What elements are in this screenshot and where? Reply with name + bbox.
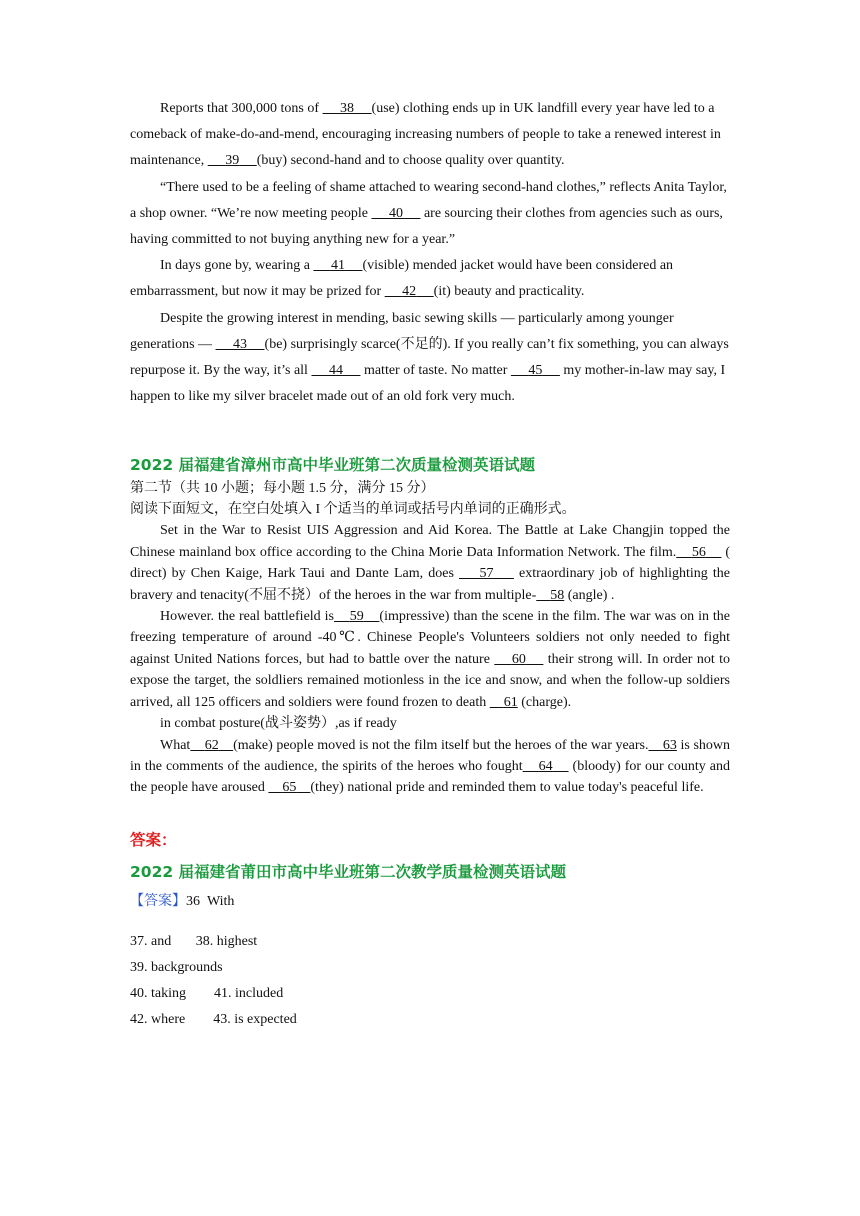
paragraph-4: Despite the growing interest in mending, basic sewing skills — particularly among younger generations — 43 (be) surprisingly scarce(不足的). If you really can’t fix something, you can always repurpose it. By the way, it’s all 44 matter of taste. No matter 45 my mother-in-law may say, I happen to like my silver bracelet made out of an old fork very much. — [130, 310, 729, 405]
answer-row: 37. and 38. highest — [130, 933, 258, 949]
answer-row: 42. where 43. is expected — [130, 1011, 297, 1027]
paragraph-6: However. the real battlefield is 59 (impressive) than the scene in the film. The war was on in the freezing temperature of around -40℃. Chinese People's Volunteers soldiers not only needed to fight against United Nations forces, but had to battle over the nature 60 their strong will. In order not to expose the target, the soldliers remained motionless in the ice and snow, and when the follow-up soldiers arrived, all 125 officers and soldiers were found frozen to death 61 (charge). — [130, 609, 731, 710]
blank-58: 58 — [550, 587, 565, 603]
answer-list — [130, 889, 730, 1033]
blank-45: 45 — [528, 363, 543, 379]
paragraph-8: What 62 (make) people moved is not the film itself but the heroes of the war years. 63 is shown in the comments of the audience, the spirits of the heroes who fought 64 (bloody) for our county and the people have aroused 65 (they) national pride and reminded them to value today's peaceful life. — [130, 737, 730, 796]
blank-42: 42 — [402, 284, 417, 300]
reading-passage-zhangzhou — [130, 478, 730, 798]
blank-64: 64 — [538, 758, 553, 774]
blank-63: 63 — [662, 737, 677, 753]
answers-section-title: 2022 届福建省莆田市高中毕业班第二次教学质量检测英语试题 — [130, 862, 567, 881]
blank-57: 57 — [479, 566, 494, 582]
paragraph-2: “There used to be a feeling of shame attached to wearing second-hand clothes,” reflects Anita Taylor, a shop owner. “We’re now meeting people 40 are sourcing their clothes from agencies such as ours, having committed to not buying anything new for a year.” — [130, 179, 727, 248]
blank-65: 65 — [282, 780, 297, 796]
blank-61: 61 — [503, 694, 518, 710]
section-instructions: 第二节（共 10 小题；每小题 1.5 分，满分 15 分） — [130, 481, 435, 497]
reading-passage-top — [130, 96, 730, 410]
answer-row: 39. backgrounds — [130, 959, 223, 975]
page — [130, 96, 730, 1033]
section-title: 2022 届福建省漳州市高中毕业班第二次质量检测英语试题 — [130, 456, 536, 475]
blank-39: 39 — [225, 153, 240, 169]
paragraph-1: Reports that 300,000 tons of 38 (use) clothing ends up in UK landfill every year have led to a comeback of make-do-and-mend, encouraging increasing numbers of people to take a renewed interest in maintenance, 39 (buy) second-hand and to choose quality over quantity. — [130, 101, 721, 169]
blank-38: 38 — [340, 101, 355, 116]
answer-tag: 【答案】 — [130, 893, 186, 909]
paragraph-7: in combat posture(战斗姿势）,as if ready — [160, 716, 397, 732]
blank-43: 43 — [233, 336, 248, 352]
blank-62: 62 — [204, 737, 219, 753]
answer-first: 【答案】36 With — [130, 893, 235, 909]
paragraph-3: In days gone by, wearing a 41 (visible) mended jacket would have been considered an embarrassment, but now it may be prized for 42 (it) beauty and practicality. — [130, 258, 674, 300]
blank-40: 40 — [388, 205, 403, 221]
answer-row: 40. taking 41. included — [130, 985, 284, 1001]
section-directions: 阅读下面短文，在空白处填入 I 个适当的单词或括号内单词的正确形式。 — [130, 502, 576, 518]
blank-56: 56 — [691, 544, 706, 560]
blank-44: 44 — [328, 363, 343, 379]
paragraph-5: Set in the War to Resist UIS Aggression and Aid Korea. The Battle at Lake Changjin topped the Chinese mainland box office according to the China Morie Data Information Network. The film. 56 ( direct) by Chen Kaige, Hark Taui and Dante Lam, does 57 extraordinary job of highlighting the bravery and tenacity(不屈不挠）of the heroes in the war from multiple- 58 (angle) . — [130, 523, 730, 603]
blank-60: 60 — [511, 651, 526, 667]
blank-59: 59 — [349, 609, 364, 625]
blank-41: 41 — [330, 258, 345, 274]
answers-label: 答案： — [130, 830, 177, 849]
